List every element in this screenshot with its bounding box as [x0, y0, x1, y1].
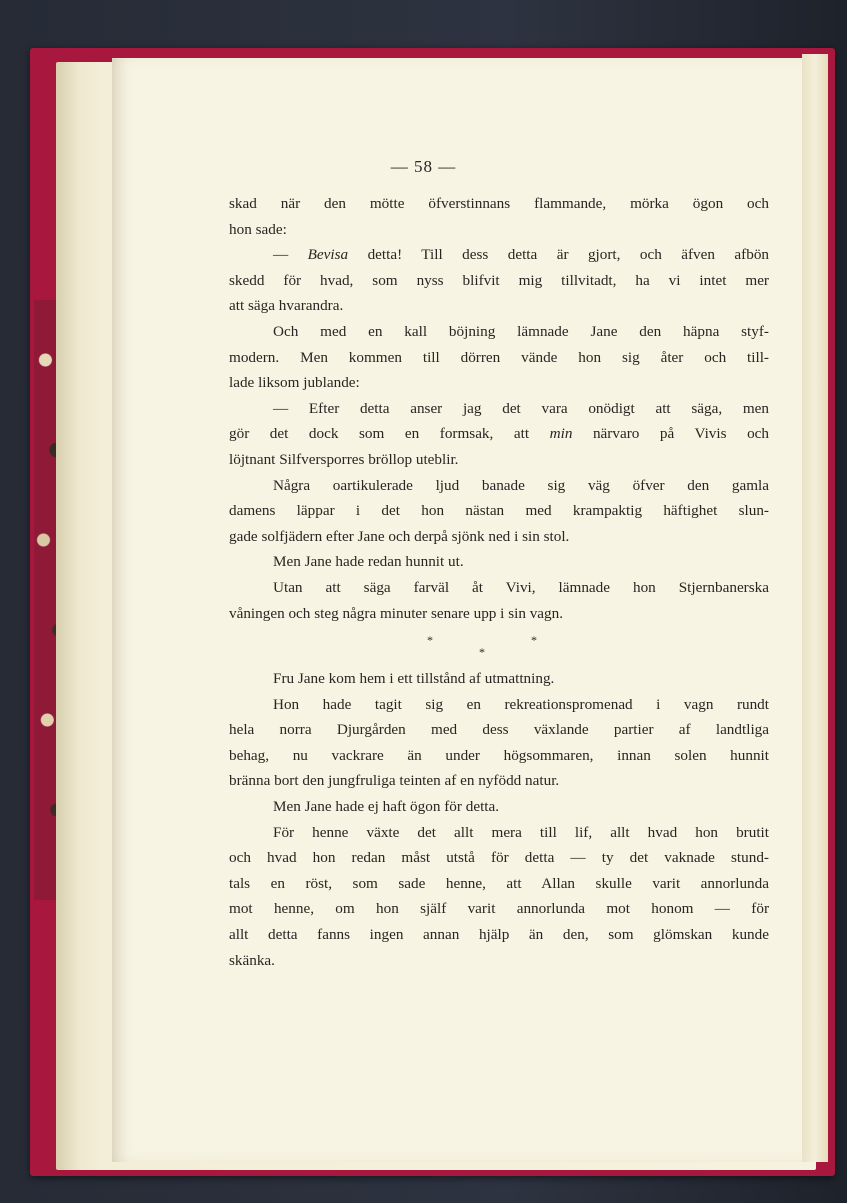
text-line [229, 191, 769, 217]
text-segment: — [273, 246, 308, 264]
text-block-2 [229, 666, 769, 973]
text-segment: bränna bort den jungfruliga teinten af en nyfödd natur. [229, 772, 560, 790]
text-segment: Utan att säga farväl åt Vivi, lämnade hon Stjernbanerska [273, 578, 769, 596]
page-text [229, 191, 769, 973]
text-line [229, 666, 769, 692]
text-line [229, 743, 769, 769]
text-segment: skänka. [229, 951, 275, 969]
emphasis-text: min [549, 425, 573, 443]
separator-star: * [479, 645, 485, 660]
page-edge-right [802, 54, 828, 1162]
text-line [229, 549, 769, 575]
text-line [229, 524, 769, 550]
text-line [229, 768, 769, 794]
text-line [229, 345, 769, 371]
text-segment: modern. Men kommen till dörren vände hon sig åter och till- [229, 348, 769, 366]
text-segment: Och med en kall böjning lämnade Jane den häpna styf- [273, 322, 769, 340]
text-line [229, 319, 769, 345]
text-line [229, 845, 769, 871]
text-line [229, 601, 769, 627]
text-line [229, 896, 769, 922]
text-segment: För henne växte det allt mera till lif, allt hvad hon brutit [273, 823, 769, 841]
text-segment: damens läppar i det hon nästan med krampaktig häftighet slun- [229, 502, 769, 520]
text-segment: tals en röst, som sade henne, att Allan skulle varit annorlunda [229, 874, 769, 892]
text-line [229, 242, 769, 268]
text-line [229, 717, 769, 743]
text-line [229, 922, 769, 948]
text-segment: lade liksom jublande: [229, 374, 360, 392]
text-segment: Hon hade tagit sig en rekreationspromenad i vagn rundt [273, 695, 769, 713]
text-line [229, 575, 769, 601]
text-segment: hela norra Djurgården med dess växlande partier af landtliga [229, 721, 769, 739]
text-block-1 [229, 191, 769, 626]
text-segment: våningen och steg några minuter senare upp i sin vagn. [229, 604, 564, 622]
text-segment: detta! Till dess detta är gjort, och äfven afbön [348, 246, 770, 264]
text-line [229, 820, 769, 846]
separator-star: * [531, 633, 537, 648]
text-segment: mot henne, om hon själf varit annorlunda mot honom — för [229, 900, 769, 918]
text-line [229, 421, 769, 447]
text-segment: Men Jane hade ej haft ögon för detta. [273, 798, 500, 816]
text-segment: Några oartikulerade ljud banade sig väg öfver den gamla [273, 476, 769, 494]
text-line [229, 473, 769, 499]
text-segment: gade solfjädern efter Jane och derpå sjönk ned i sin stol. [229, 527, 570, 545]
section-separator [229, 626, 769, 666]
text-segment: löjtnant Silfversporres bröllop uteblir. [229, 450, 459, 468]
text-segment: att säga hvarandra. [229, 297, 344, 315]
text-segment: gör det dock som en formsak, att [229, 425, 550, 443]
text-segment: — Efter detta anser jag det vara onödigt att säga, men [273, 399, 769, 417]
text-line [229, 293, 769, 319]
emphasis-text: Bevisa [307, 246, 349, 264]
text-line [229, 948, 769, 974]
text-line [229, 447, 769, 473]
text-line [229, 370, 769, 396]
text-line [229, 217, 769, 243]
text-segment: skad när den mötte öfverstinnans flammande, mörka ögon och [229, 195, 769, 212]
text-segment: Fru Jane kom hem i ett tillstånd af utmattning. [273, 670, 555, 688]
text-line [229, 692, 769, 718]
text-segment: och hvad hon redan måst utstå för detta — ty det vaknade stund- [229, 849, 769, 867]
text-segment: närvaro på Vivis och [572, 425, 769, 443]
text-segment: allt detta fanns ingen annan hjälp än den, som glömskan kunde [229, 926, 769, 944]
page-number: — 58 — [390, 157, 457, 176]
text-line [229, 396, 769, 422]
text-line [229, 794, 769, 820]
text-segment: Men Jane hade redan hunnit ut. [273, 553, 464, 571]
text-line [229, 268, 769, 294]
text-segment: hon sade: [229, 220, 287, 238]
text-line [229, 871, 769, 897]
separator-star: * [427, 633, 433, 648]
text-line [229, 498, 769, 524]
text-segment: skedd för hvad, som nyss blifvit mig tillvitadt, ha vi intet mer [229, 271, 769, 289]
text-segment: behag, nu vackrare än under högsommaren, innan solen hunnit [229, 746, 769, 764]
